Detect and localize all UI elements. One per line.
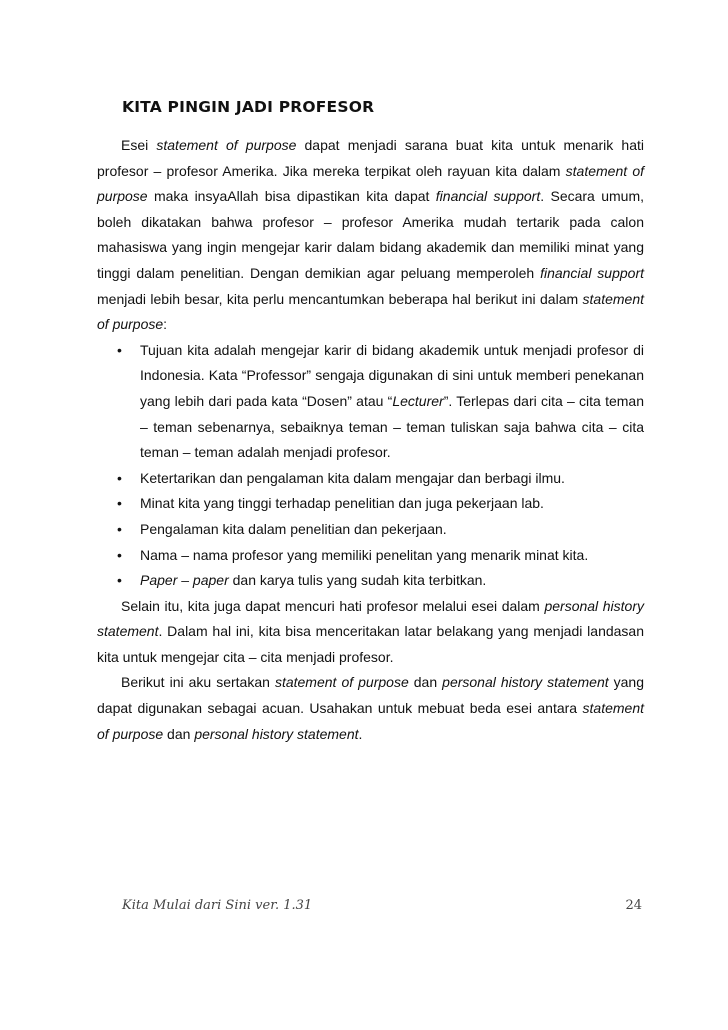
bullet-item [97,517,644,543]
italic-phrase: personal history statement [442,674,609,691]
bullet-icon: • [117,341,122,358]
paragraph-attachments [97,670,644,747]
text-run: dan [408,674,443,691]
text-run: : [163,316,168,333]
text-run: Ketertarikan dan pengalaman kita dalam mengajar dan berbagi ilmu. [140,469,565,486]
text-run: dapat menjadi sarana buat kita untuk menarik hati profesor – profesor Amerika. Jika mereka terpikat oleh rayuan kita dalam [97,137,644,179]
bullet-item [97,491,644,517]
italic-phrase: statement of purpose [156,137,297,153]
body-text [97,133,644,747]
italic-phrase: Lecturer [392,392,444,409]
footer-title: Kita Mulai dari Sini ver. 1.31 [122,898,313,913]
italic-phrase: personal history statement [97,597,644,640]
bullet-icon: • [117,495,122,512]
text-run: dan karya tulis yang sudah kita terbitkan. [228,572,487,589]
bullet-icon: • [117,469,122,486]
text-run: menjadi lebih besar, kita perlu mencantumkan beberapa hal berikut ini dalam [97,290,583,307]
italic-phrase: personal history statement [194,725,359,742]
text-run: Pengalaman kita dalam penelitian dan pekerjaan. [140,520,447,537]
page-number: 24 [625,898,642,913]
text-run: Esei [121,137,157,153]
paragraph-intro [97,133,644,338]
italic-phrase: statement of purpose [274,674,409,691]
text-run: maka insyaAllah bisa dipastikan kita dapat [147,188,436,205]
italic-phrase: statement of purpose [97,162,644,205]
text-run: dan [163,725,195,742]
bullet-icon: • [117,520,122,537]
text-run: . Dalam hal ini, kita bisa menceritakan latar belakang yang menjadi landasan kita untuk mengejar cita – cita menjadi profesor. [97,623,644,665]
bullet-item [97,568,644,594]
text-run: Minat kita yang tinggi terhadap penelitian dan juga pekerjaan lab. [140,495,544,512]
bullet-item [97,466,644,492]
bullet-list [97,338,644,594]
italic-phrase: financial support [540,264,645,281]
section-heading: KITA PINGIN JADI PROFESOR [122,98,375,116]
text-run: . [358,725,363,742]
text-run: Nama – nama profesor yang memiliki penelitan yang menarik minat kita. [140,546,589,563]
text-run: Selain itu, kita juga dapat mencuri hati profesor melalui esei dalam [121,597,545,614]
page-footer [122,898,642,913]
italic-phrase: statement of purpose [97,700,644,742]
italic-phrase: Paper – paper [140,572,229,589]
bullet-icon: • [117,572,122,589]
bullet-item [97,543,644,569]
bullet-item [97,338,644,466]
text-run: Tujuan kita adalah mengejar karir di bidang akademik untuk menjadi profesor di Indonesia. Kata “Professor” sengaja digunakan di sini untuk memberi penekanan yang lebih dari pada kata “Dosen” atau “ [140,341,644,409]
text-run: . Secara umum, boleh dikatakan bahwa profesor – profesor Amerika mudah tertarik pada calon mahasiswa yang ingin mengejar karir dalam bidang akademik dan memiliki minat yang tinggi dalam penelitian. Dengan demikian agar peluang memperoleh [97,188,644,281]
paragraph-history [97,594,644,671]
text-run: Berikut ini aku sertakan [121,674,275,691]
italic-phrase: financial support [435,188,541,205]
text-run: ”. Terlepas dari cita – cita teman – teman sebenarnya, sebaiknya teman – teman tuliskan saja bahwa cita – cita teman – teman adalah menjadi profesor. [140,392,644,461]
italic-phrase: statement of purpose [97,290,644,333]
text-run: yang dapat digunakan sebagai acuan. Usahakan untuk mebuat beda esei antara [97,674,645,717]
bullet-icon: • [117,546,122,563]
